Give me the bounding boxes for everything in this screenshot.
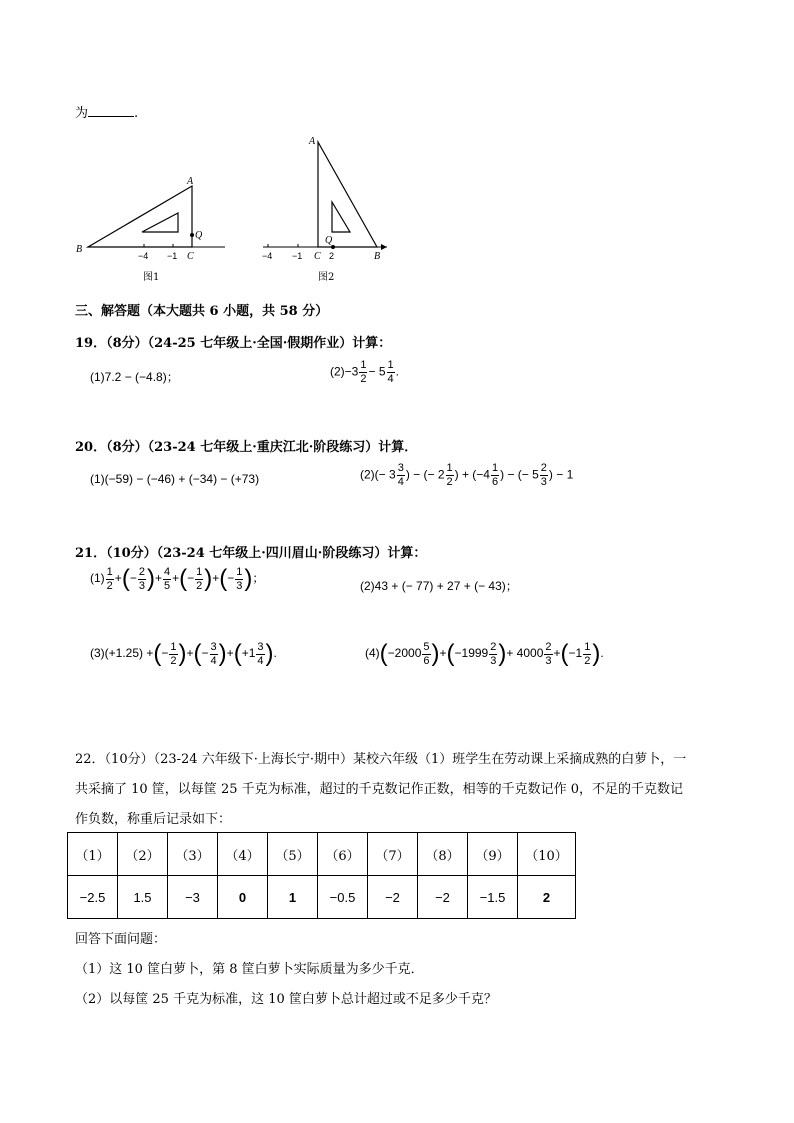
table-header-cell: （6）	[318, 833, 368, 876]
table-header-cell: （7）	[368, 833, 418, 876]
weight-record-table	[67, 832, 576, 919]
table-cell: −3	[168, 876, 218, 919]
q22-line-3: 作负数，称重后记录如下：	[75, 812, 232, 827]
answer-blank-line: 为 .	[75, 106, 139, 121]
table-header-cell: （4）	[218, 833, 268, 876]
q21-part1: (1) $\frac{1}{2}$ +(− $\frac{2}{3}$ )+ $\frac{4}{5}$ +(− $\frac{1}{2}$ )+(− $\frac{1}{3}$ )；	[90, 565, 265, 592]
fig1-label-c: C	[187, 251, 194, 262]
table-cell: −0.5	[318, 876, 368, 919]
table-cell: 1.5	[118, 876, 168, 919]
q21-header: 21．（10分）（23-24 七年级上·四川眉山·阶段练习）计算：	[75, 546, 427, 561]
q19-part1: (1)7.2 − (−4.8)；	[90, 370, 179, 384]
q20-part1: (1)(−59) − (−46) + (−34) − (+73)	[90, 472, 260, 486]
q20-header: 20．（8分）（23-24 七年级上·重庆江北·阶段练习）计算．	[75, 440, 418, 455]
figure-2	[255, 132, 395, 290]
table-cell: −1.5	[468, 876, 518, 919]
fig1-tick-2: −1	[167, 251, 178, 261]
q21-part3: (3)(+1.25) +(− $\frac{1}{2}$ )+(− $\frac{3}{4}$ )+(+1 $\frac{3}{4}$ ).	[90, 640, 277, 667]
fig1-label-a: A	[187, 176, 194, 187]
fig2-label-b: B	[374, 251, 381, 262]
q21-part4: (4)(−2000 $\frac{5}{6}$ )+(−1999 $\frac{2}{3}$ )+ 4000 $\frac{2}{3}$ +(−1 $\frac{1}{2}$ ).	[365, 640, 604, 667]
table-header-cell: （8）	[418, 833, 468, 876]
fig2-label-a: A	[309, 136, 316, 147]
fig1-caption: 图1	[143, 272, 160, 283]
section-title: 三、解答题（本大题共 6 小题，共 58 分）	[75, 304, 329, 319]
fig1-tick-1: −4	[138, 251, 149, 261]
q22-answer-intro: 回答下面问题：	[75, 932, 167, 947]
fig1-label-b: B	[76, 244, 83, 255]
q22-sub-question-1: （1）这 10 筐白萝卜，第 8 筐白萝卜实际质量为多少千克．	[75, 962, 424, 977]
table-cell: −2	[368, 876, 418, 919]
table-header-cell: （2）	[118, 833, 168, 876]
fig2-tick-2: −1	[292, 251, 303, 261]
q21-part2: (2)43 + (− 77) + 27 + (− 43)；	[360, 579, 518, 593]
q22-line-2: 共采摘了 10 筐，以每筐 25 千克为标准，超过的千克数记作正数，相等的千克数记作 0，不足的千克数记	[75, 782, 684, 797]
table-cell: 1	[268, 876, 318, 919]
fig2-tick-3: 2	[329, 251, 335, 261]
fig2-label-q: Q	[325, 235, 333, 246]
table-value-row	[68, 876, 576, 919]
fig2-tick-1: −4	[262, 251, 273, 261]
table-cell: 2	[518, 876, 576, 919]
table-header-cell: （5）	[268, 833, 318, 876]
table-header-cell: （10）	[518, 833, 576, 876]
q20-part2: (2)(− 3 $\frac{3}{4}$ ) − (− 2 $\frac{1}{2}$ ) + (−4 $\frac{1}{6}$ ) − (− 5 $\frac{2}{3}$ ) − 1	[360, 462, 574, 488]
table-cell: 0	[218, 876, 268, 919]
q22-sub-question-2: （2）以每筐 25 千克为标准，这 10 筐白萝卜总计超过或不足多少千克？	[75, 992, 497, 1007]
fig2-caption: 图2	[318, 272, 335, 283]
table-header-row	[68, 833, 576, 876]
q19-part2: (2)−3 $\frac{1}{2}$ − 5 $\frac{1}{4}$ .	[330, 359, 399, 385]
table-header-cell: （1）	[68, 833, 118, 876]
figure-1	[70, 170, 230, 290]
fig2-label-c: C	[314, 251, 321, 262]
table-header-cell: （9）	[468, 833, 518, 876]
table-header-cell: （3）	[168, 833, 218, 876]
table-cell: −2.5	[68, 876, 118, 919]
fig1-label-q: Q	[195, 230, 203, 241]
q22-line-1: 22．（10分）（23-24 六年级下·上海长宁·期中）某校六年级（1）班学生在劳动课上采摘成熟的白萝卜，一	[75, 752, 687, 767]
blank	[88, 104, 134, 117]
table-cell: −2	[418, 876, 468, 919]
q19-header: 19．（8分）（24-25 七年级上·全国·假期作业）计算：	[75, 336, 392, 351]
